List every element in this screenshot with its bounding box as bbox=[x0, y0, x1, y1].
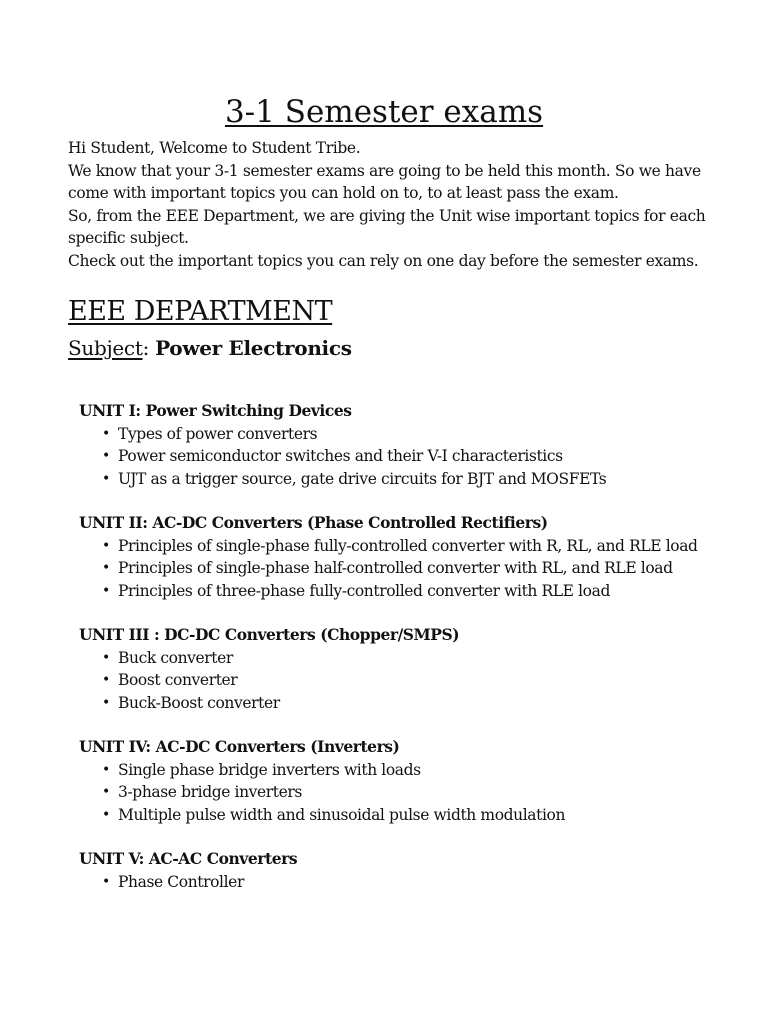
bullet-icon: • bbox=[102, 649, 110, 666]
units-list bbox=[79, 400, 699, 915]
topic-item bbox=[102, 580, 699, 603]
unit-section bbox=[79, 848, 699, 893]
bullet-icon: • bbox=[102, 784, 110, 800]
topic-item bbox=[102, 804, 699, 827]
bullet-icon: • bbox=[102, 537, 110, 554]
topic-list bbox=[79, 423, 699, 491]
bullet-icon: • bbox=[102, 448, 110, 464]
topic-text: 3-phase bridge inverters bbox=[118, 783, 302, 801]
bullet-icon: • bbox=[102, 672, 110, 688]
bullet-icon: • bbox=[102, 582, 110, 599]
topic-list bbox=[79, 535, 699, 603]
unit-section bbox=[79, 512, 699, 602]
topic-item bbox=[102, 781, 699, 804]
unit-section bbox=[79, 736, 699, 826]
topic-text: UJT as a trigger source, gate drive circuits for BJT and MOSFETs bbox=[118, 469, 607, 488]
topic-item bbox=[102, 445, 699, 468]
topic-text: Boost converter bbox=[118, 671, 238, 689]
bullet-icon: • bbox=[102, 470, 110, 487]
unit-title: UNIT V: AC-AC Converters bbox=[79, 849, 298, 868]
unit-section bbox=[79, 624, 699, 714]
unit-title: UNIT I: Power Switching Devices bbox=[79, 401, 352, 420]
bullet-icon: • bbox=[102, 873, 110, 890]
topic-item bbox=[102, 692, 699, 715]
bullet-icon: • bbox=[102, 425, 110, 442]
intro-paragraph: We know that your 3-1 semester exams are going to be held this month. So we have come with important topics you can hold on to, to at least pass the exam. bbox=[68, 161, 701, 203]
topic-text: Phase Controller bbox=[118, 872, 244, 891]
topic-text: Types of power converters bbox=[118, 424, 318, 443]
topic-text: Principles of single-phase fully-controlled converter with R, RL, and RLE load bbox=[118, 536, 698, 555]
topic-text: Buck-Boost converter bbox=[118, 693, 280, 712]
topic-list bbox=[79, 759, 699, 827]
topic-item bbox=[102, 423, 699, 446]
subject-name: Power Electronics bbox=[155, 336, 352, 360]
topic-text: Buck converter bbox=[118, 648, 233, 667]
topic-item bbox=[102, 468, 699, 491]
subject-label: Subject bbox=[68, 336, 143, 360]
unit-title: UNIT III : DC-DC Converters (Chopper/SMPS) bbox=[79, 625, 460, 644]
department-heading: EEE DEPARTMENT bbox=[68, 296, 333, 327]
bullet-icon: • bbox=[102, 694, 110, 711]
unit-title: UNIT II: AC-DC Converters (Phase Controlled Rectifiers) bbox=[79, 513, 548, 532]
intro-paragraph: So, from the EEE Department, we are giving the Unit wise important topics for each specific subject. bbox=[68, 206, 706, 248]
topic-item bbox=[102, 647, 699, 670]
intro-section bbox=[68, 137, 708, 273]
topic-list bbox=[79, 647, 699, 715]
subject-line bbox=[68, 333, 352, 363]
intro-paragraph: Check out the important topics you can rely on one day before the semester exams. bbox=[68, 251, 699, 270]
bullet-icon: • bbox=[102, 806, 110, 823]
topic-text: Multiple pulse width and sinusoidal pulse width modulation bbox=[118, 805, 566, 824]
bullet-icon: • bbox=[102, 761, 110, 778]
unit-title: UNIT IV: AC-DC Converters (Inverters) bbox=[79, 737, 400, 756]
topic-item bbox=[102, 557, 699, 580]
intro-greeting: Hi Student, Welcome to Student Tribe. bbox=[68, 139, 361, 157]
page-title: 3-1 Semester exams bbox=[224, 94, 544, 130]
topic-text: Power semiconductor switches and their V-I characteristics bbox=[118, 447, 563, 465]
topic-text: Principles of three-phase fully-controlled converter with RLE load bbox=[118, 581, 610, 600]
topic-list bbox=[79, 871, 699, 894]
unit-section bbox=[79, 400, 699, 490]
topic-item bbox=[102, 535, 699, 558]
topic-item bbox=[102, 871, 699, 894]
topic-item bbox=[102, 759, 699, 782]
topic-item bbox=[102, 669, 699, 692]
topic-text: Principles of single-phase half-controlled converter with RL, and RLE load bbox=[118, 559, 673, 577]
topic-text: Single phase bridge inverters with loads bbox=[118, 760, 421, 779]
bullet-icon: • bbox=[102, 560, 110, 576]
subject-separator: : bbox=[142, 336, 150, 360]
